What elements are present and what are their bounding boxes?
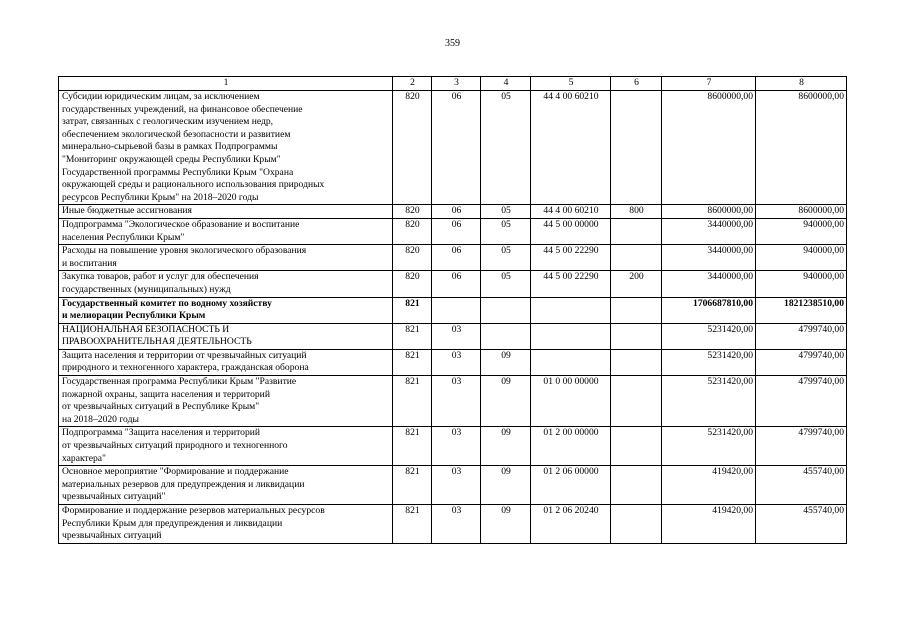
description-line: ПРАВООХРАНИТЕЛЬНАЯ ДЕЯТЕЛЬНОСТЬ (62, 336, 252, 348)
description-line: чрезвычайных ситуаций" (62, 491, 166, 503)
description-line: "Мониторинг окружающей среды Республики Крым" (62, 153, 281, 165)
description-line: государственных учреждений, на финансовое обеспечение (62, 103, 303, 115)
cell-expense-type (611, 245, 662, 271)
table-row (59, 91, 847, 205)
description-line: Формирование и поддержание резервов материальных ресурсов (62, 505, 325, 516)
description-line: окружающей среды и рационального использования природных (62, 179, 325, 191)
cell-subsection: 05 (481, 271, 531, 297)
description-line: и воспитания (62, 257, 117, 269)
cell-expense-type (611, 218, 662, 244)
cell-subsection (481, 323, 531, 349)
cell-description (59, 297, 393, 323)
table-row (59, 297, 847, 323)
description-line: Государственная программа Республики Крым "Развитие (62, 376, 297, 388)
cell-section: 03 (432, 466, 481, 505)
table-row (59, 218, 847, 244)
description-line: от чрезвычайных ситуаций природного и техногенного (62, 440, 288, 452)
cell-target-item: 01 2 06 00000 (531, 466, 611, 505)
description-line: Закупка товаров, работ и услуг для обеспечения (62, 271, 259, 283)
description-line: и мелиорации Республики Крым (62, 310, 206, 322)
description-line: Государственной программы Республики Крым "Охрана (62, 166, 294, 178)
cell-amount-col7: 8600000,00 (662, 91, 756, 205)
cell-section: 06 (432, 271, 481, 297)
description-line: на 2018–2020 годы (62, 413, 139, 425)
cell-amount-col8: 4799740,00 (756, 376, 847, 427)
description-line: чрезвычайных ситуаций (62, 530, 162, 542)
cell-grbs: 821 (393, 466, 432, 505)
cell-description (59, 271, 393, 297)
cell-target-item: 44 4 00 60210 (531, 205, 611, 219)
cell-grbs: 821 (393, 349, 432, 375)
cell-expense-type (611, 505, 662, 544)
table-row (59, 245, 847, 271)
description-line: минерально-сырьевой базы в рамках Подпрограммы (62, 141, 278, 153)
cell-description (59, 91, 393, 205)
cell-amount-col8: 940000,00 (756, 218, 847, 244)
cell-subsection: 05 (481, 245, 531, 271)
cell-section (432, 297, 481, 323)
cell-amount-col7: 3440000,00 (662, 271, 756, 297)
cell-description (59, 323, 393, 349)
cell-amount-col8: 940000,00 (756, 245, 847, 271)
cell-subsection: 09 (481, 466, 531, 505)
cell-subsection: 09 (481, 505, 531, 544)
cell-target-item (531, 349, 611, 375)
cell-target-item: 01 0 00 00000 (531, 376, 611, 427)
header-col-5: 5 (531, 77, 611, 91)
cell-target-item (531, 323, 611, 349)
cell-target-item: 44 5 00 22290 (531, 271, 611, 297)
cell-amount-col7: 8600000,00 (662, 205, 756, 219)
cell-target-item: 44 5 00 00000 (531, 218, 611, 244)
page-number: 359 (445, 38, 460, 49)
cell-description (59, 505, 393, 544)
cell-amount-col7: 5231420,00 (662, 427, 756, 466)
header-col-1: 1 (59, 77, 393, 91)
description-line: государственных (муниципальных) нужд (62, 283, 231, 295)
description-line: от чрезвычайных ситуаций в Республике Крым" (62, 401, 260, 413)
cell-grbs: 820 (393, 218, 432, 244)
description-line: ресурсов Республики Крым" на 2018–2020 годы (62, 191, 259, 203)
cell-subsection: 05 (481, 205, 531, 219)
table-row (59, 466, 847, 505)
table-row (59, 323, 847, 349)
cell-subsection: 09 (481, 427, 531, 466)
cell-subsection: 05 (481, 218, 531, 244)
table-row (59, 427, 847, 466)
description-line: Расходы на повышение уровня экологического образования (62, 245, 307, 257)
cell-grbs: 821 (393, 505, 432, 544)
description-line: характера" (62, 452, 106, 464)
cell-grbs: 821 (393, 323, 432, 349)
cell-amount-col8: 8600000,00 (756, 91, 847, 205)
header-col-8: 8 (756, 77, 847, 91)
cell-expense-type: 800 (611, 205, 662, 219)
cell-subsection: 05 (481, 91, 531, 205)
cell-section: 03 (432, 323, 481, 349)
header-col-4: 4 (481, 77, 531, 91)
cell-section: 03 (432, 349, 481, 375)
cell-target-item: 44 4 00 60210 (531, 91, 611, 205)
cell-expense-type (611, 91, 662, 205)
cell-target-item: 01 2 00 00000 (531, 427, 611, 466)
cell-amount-col7: 5231420,00 (662, 349, 756, 375)
cell-description (59, 218, 393, 244)
table-row (59, 505, 847, 544)
table-row (59, 205, 847, 219)
cell-grbs: 821 (393, 297, 432, 323)
cell-amount-col8: 455740,00 (756, 466, 847, 505)
cell-expense-type (611, 376, 662, 427)
cell-expense-type (611, 323, 662, 349)
budget-table (58, 76, 847, 544)
cell-description (59, 376, 393, 427)
cell-amount-col7: 3440000,00 (662, 218, 756, 244)
description-line: затрат, связанных с геологическим изучением недр, (62, 116, 274, 128)
cell-amount-col8: 4799740,00 (756, 427, 847, 466)
cell-description (59, 245, 393, 271)
cell-grbs: 821 (393, 376, 432, 427)
cell-expense-type (611, 427, 662, 466)
description-line: Основное мероприятие "Формирование и поддержание (62, 466, 289, 478)
description-line: обеспечением экологической безопасности и развитием (62, 128, 291, 140)
description-line: Республики Крым для предупреждения и ликвидации (62, 517, 283, 529)
cell-amount-col8: 1821238510,00 (756, 297, 847, 323)
cell-expense-type (611, 349, 662, 375)
cell-grbs: 820 (393, 271, 432, 297)
cell-amount-col7: 419420,00 (662, 505, 756, 544)
cell-section: 06 (432, 218, 481, 244)
description-line: Защита населения и территории от чрезвычайных ситуаций (62, 349, 307, 361)
header-col-7: 7 (662, 77, 756, 91)
description-line: Субсидии юридическим лицам, за исключением (62, 91, 260, 102)
cell-expense-type (611, 466, 662, 505)
header-col-2: 2 (393, 77, 432, 91)
description-line: НАЦИОНАЛЬНАЯ БЕЗОПАСНОСТЬ И (62, 323, 230, 335)
description-line: Государственный комитет по водному хозяйству (62, 297, 272, 309)
cell-amount-col8: 8600000,00 (756, 205, 847, 219)
cell-description (59, 466, 393, 505)
cell-grbs: 820 (393, 245, 432, 271)
cell-target-item: 44 5 00 22290 (531, 245, 611, 271)
cell-amount-col7: 3440000,00 (662, 245, 756, 271)
cell-section: 03 (432, 505, 481, 544)
cell-expense-type: 200 (611, 271, 662, 297)
cell-amount-col8: 455740,00 (756, 505, 847, 544)
description-line: Иные бюджетные ассигнования (62, 205, 192, 217)
cell-description (59, 349, 393, 375)
cell-grbs: 821 (393, 427, 432, 466)
table-body (59, 91, 847, 544)
cell-amount-col8: 940000,00 (756, 271, 847, 297)
description-line: Подпрограмма "Экологическое образование и воспитание (62, 218, 300, 230)
description-line: населения Республики Крым" (62, 231, 185, 243)
cell-amount-col7: 5231420,00 (662, 376, 756, 427)
cell-amount-col7: 419420,00 (662, 466, 756, 505)
cell-amount-col7: 1706687810,00 (662, 297, 756, 323)
cell-grbs: 820 (393, 91, 432, 205)
description-line: материальных резервов для предупреждения и ликвидации (62, 478, 305, 490)
cell-target-item: 01 2 06 20240 (531, 505, 611, 544)
table-row (59, 376, 847, 427)
table-header-row (59, 77, 847, 91)
cell-amount-col7: 5231420,00 (662, 323, 756, 349)
cell-section: 06 (432, 205, 481, 219)
cell-description (59, 205, 393, 219)
cell-expense-type (611, 297, 662, 323)
cell-description (59, 427, 393, 466)
cell-amount-col8: 4799740,00 (756, 349, 847, 375)
cell-section: 06 (432, 245, 481, 271)
description-line: Подпрограмма "Защита населения и территорий (62, 427, 261, 439)
cell-target-item (531, 297, 611, 323)
header-col-6: 6 (611, 77, 662, 91)
table-row (59, 271, 847, 297)
table-row (59, 349, 847, 375)
cell-grbs: 820 (393, 205, 432, 219)
cell-section: 06 (432, 91, 481, 205)
cell-subsection: 09 (481, 349, 531, 375)
cell-subsection: 09 (481, 376, 531, 427)
cell-subsection (481, 297, 531, 323)
description-line: пожарной охраны, защита населения и территорий (62, 388, 270, 400)
cell-section: 03 (432, 376, 481, 427)
cell-section: 03 (432, 427, 481, 466)
header-col-3: 3 (432, 77, 481, 91)
description-line: природного и техногенного характера, гражданская оборона (62, 362, 309, 374)
cell-amount-col8: 4799740,00 (756, 323, 847, 349)
